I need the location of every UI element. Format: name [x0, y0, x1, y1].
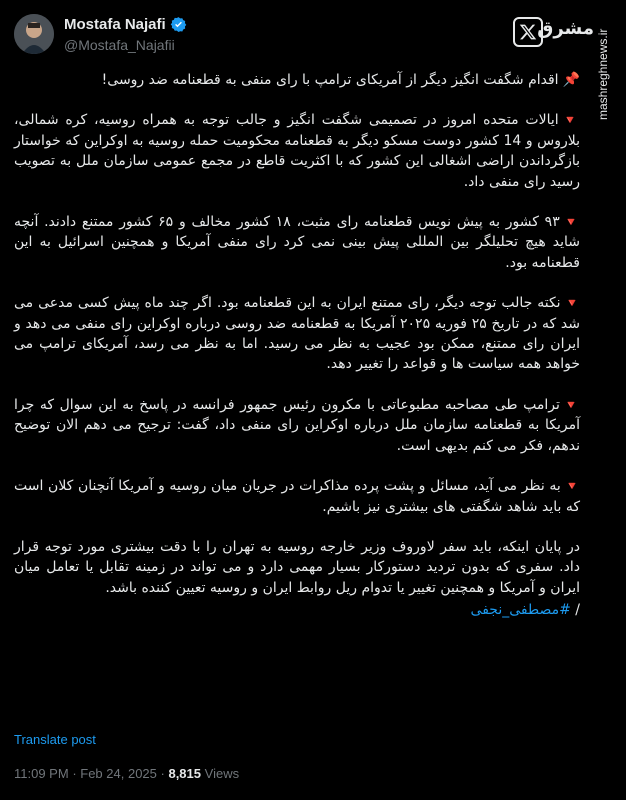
author-block [64, 14, 187, 53]
hashtag-link[interactable]: #مصطفی_نجفی [470, 602, 571, 619]
meta-separator: · [72, 766, 81, 781]
tweet-paragraph-3-text: نکته جالب توجه دیگر، رای ممتنع ایران به این قطعنامه بود. اگر چند ماه پیش کسی مدعی می شد که در تاریخ ۲۵ فوریه ۲۰۲۵ آمریکا به قطعنامه ضد روسی درباره اوکراین رای منفی می دهد و ایران رای ممتنع، ممکن بود عجیب به نظر می رسید. اما به نظر می رسد، آمریکای ترامپ می خواهد همه سیاست ها و قواعد را تغییر دهد. [14, 295, 580, 373]
tweet-paragraph-4-text: ترامپ طی مصاحبه مطبوعاتی با مکرون رئیس جمهور فرانسه در پاسخ به این سوال که چرا آمریکا به قطعنامه سازمان ملل درباره اوکراین رای منفی داد، گفت: ترجیح می دهم الان توضیح ندهم، فکر می کنم بدیهی است. [14, 396, 580, 454]
translate-post-link[interactable]: Translate post [14, 732, 96, 747]
tweet-time[interactable]: 11:09 PM [14, 766, 69, 781]
tweet-signature [14, 600, 580, 620]
pushpin-icon: 📌 [562, 72, 580, 88]
tweet-paragraph-4 [14, 395, 580, 456]
red-triangle-icon: 🔻 [563, 397, 580, 412]
tweet-paragraph-5-text: به نظر می آید، مسائل و پشت پرده مذاکرات در جریان میان روسیه و آمریکا آنچنان کلان است که باید شاهد شگفتی های بیشتری نیز باشیم. [14, 478, 580, 515]
author-handle[interactable]: @Mostafa_Najafii [64, 37, 175, 53]
author-name-row[interactable] [64, 16, 187, 33]
meta-separator: · [160, 766, 169, 781]
tweet-meta [14, 766, 239, 781]
tweet-title-paragraph [14, 70, 580, 90]
tweet-date[interactable]: Feb 24, 2025 [80, 766, 157, 781]
red-triangle-icon: 🔻 [564, 479, 580, 494]
avatar-image [14, 14, 54, 54]
tweet-paragraph-3 [14, 293, 580, 375]
brand-logo: مشرق [537, 18, 594, 39]
signature-prefix: / [575, 602, 580, 619]
tweet-paragraph-1-text: ایالات متحده امروز در تصمیمی شگفت انگیز و جالب توجه به همراه روسیه، کره شمالی، بلاروس و 14 کشور دوست مسکو دیگر به قطعنامه محکومیت حمله روسیه به اوکراین که خواستار بازگرداندن اراضی اشغالی این کشور که با اکثریت قاطع در مجمع عمومی سازمان ملل به تصویب رسید رای منفی داد. [14, 112, 581, 190]
tweet-paragraph-6 [14, 537, 580, 598]
site-watermark: mashreghnews.ir [596, 28, 610, 120]
tweet-text [14, 70, 580, 621]
red-triangle-icon: 🔻 [564, 296, 580, 311]
views-label: Views [204, 766, 240, 781]
tweet-paragraph-2 [14, 212, 580, 273]
tweet-paragraph-6-text: در پایان اینکه، باید سفر لاوروف وزیر خارجه روسیه به تهران را با دقت بیشتری مورد توجه قرار داد. سفری که بدون تردید دستورکار بسیار مهمی دارد و می تواند در زمینه تقابل یا تعامل میان ایران و آمریکا و همچنین تغییر یا تدوام ریل روابط ایران و روسیه تعیین کننده باشد. [14, 538, 580, 596]
tweet-paragraph-2-text: ۹۳ کشور به پیش نویس قطعنامه رای مثبت، ۱۸ کشور مخالف و ۶۵ کشور ممتنع دادند. آنچه شاید هیچ تحلیلگر بین المللی پیش بینی نمی کرد رای منفی آمریکا و همچنین اسرائیل به این قطعنامه بود. [14, 214, 580, 271]
tweet-title: اقدام شگفت انگیز دیگر از آمریکای ترامپ با رای منفی به قطعنامه ضد روسی! [101, 72, 559, 88]
tweet-paragraph-5 [14, 476, 580, 517]
red-triangle-icon: 🔻 [562, 113, 580, 128]
author-display-name[interactable]: Mostafa Najafi [64, 16, 166, 33]
red-triangle-icon: 🔻 [563, 215, 580, 230]
avatar[interactable] [14, 14, 54, 54]
views-count: 8,815 [168, 766, 202, 781]
tweet-paragraph-1 [14, 110, 580, 192]
verified-badge-icon [170, 16, 187, 33]
